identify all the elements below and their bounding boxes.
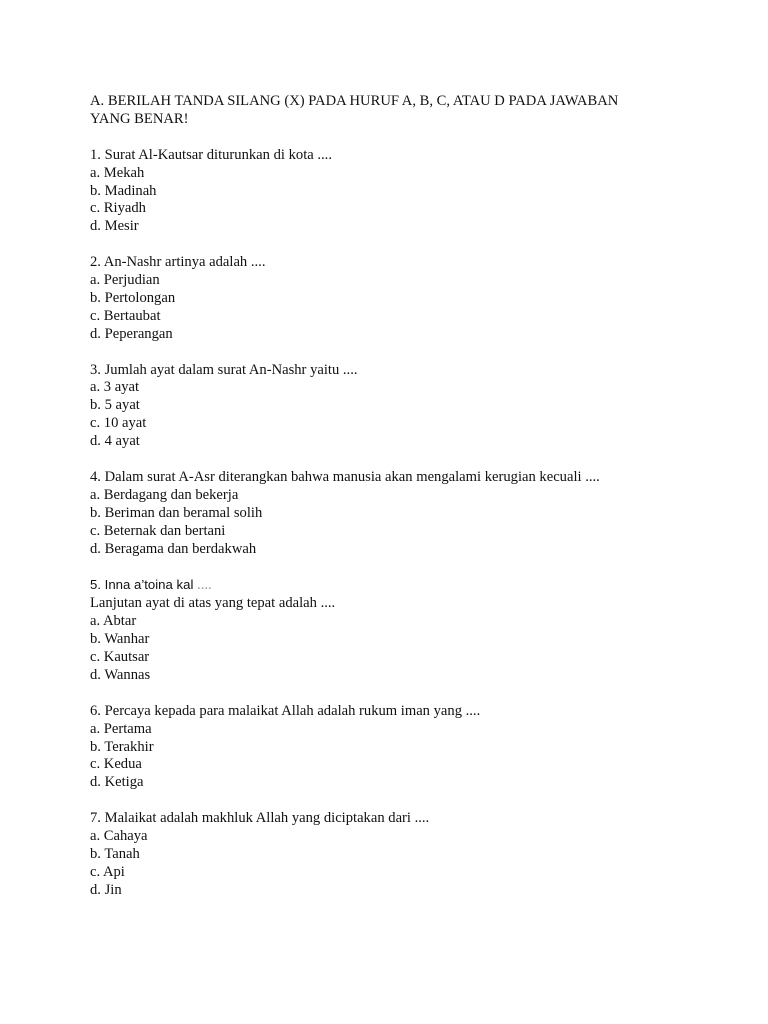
option-d: d. Beragama dan berdakwah bbox=[90, 540, 257, 557]
question-text: 7. Malaikat adalah makhluk Allah yang diciptakan dari .... bbox=[90, 810, 430, 827]
option-a: a. 3 ayat bbox=[90, 379, 140, 396]
option-a: a. Cahaya bbox=[90, 828, 148, 845]
option-d: d. 4 ayat bbox=[90, 433, 140, 450]
option-c: c. Riyadh bbox=[90, 200, 146, 217]
option-a: a. Pertama bbox=[90, 720, 152, 737]
option-d: d. Ketiga bbox=[90, 774, 144, 791]
question-2 bbox=[90, 254, 730, 344]
question-text: Lanjutan ayat di atas yang tepat adalah .... bbox=[90, 595, 336, 612]
option-d: d. Wannas bbox=[90, 666, 151, 683]
worksheet-page bbox=[90, 93, 730, 918]
option-c: c. Kautsar bbox=[90, 649, 150, 666]
option-d: d. Mesir bbox=[90, 218, 139, 235]
option-c: c. Bertaubat bbox=[90, 307, 161, 324]
question-verse-ellipsis: .... bbox=[193, 577, 212, 594]
option-b: b. Wanhar bbox=[90, 631, 150, 648]
question-verse-text: 5. Inna a’toina kal bbox=[90, 577, 194, 593]
option-c: c. Kedua bbox=[90, 756, 142, 773]
option-a: a. Berdagang dan bekerja bbox=[90, 486, 239, 503]
question-verse-line bbox=[90, 576, 730, 595]
question-7 bbox=[90, 810, 730, 900]
option-d: d. Jin bbox=[90, 881, 122, 898]
option-b: b. 5 ayat bbox=[90, 397, 140, 414]
question-3 bbox=[90, 362, 730, 452]
instruction-line-2: YANG BENAR! bbox=[90, 110, 189, 127]
option-c: c. 10 ayat bbox=[90, 415, 147, 432]
option-b: b. Tanah bbox=[90, 845, 140, 862]
question-text: 4. Dalam surat A-Asr diterangkan bahwa manusia akan mengalami kerugian kecuali .... bbox=[90, 468, 600, 485]
option-c: c. Api bbox=[90, 863, 125, 880]
option-b: b. Terakhir bbox=[90, 738, 154, 755]
question-text: 3. Jumlah ayat dalam surat An-Nashr yaitu .... bbox=[90, 361, 358, 378]
option-b: b. Pertolongan bbox=[90, 289, 176, 306]
instruction-line-1: A. BERILAH TANDA SILANG (X) PADA HURUF A, B, C, ATAU D PADA JAWABAN bbox=[90, 93, 619, 109]
option-a: a. Abtar bbox=[90, 613, 137, 630]
option-b: b. Beriman dan beramal solih bbox=[90, 504, 263, 521]
option-a: a. Perjudian bbox=[90, 272, 160, 289]
question-4 bbox=[90, 469, 730, 559]
question-text: 2. An-Nashr artinya adalah .... bbox=[90, 254, 266, 271]
option-b: b. Madinah bbox=[90, 182, 157, 199]
question-text: 6. Percaya kepada para malaikat Allah adalah rukum iman yang .... bbox=[90, 702, 481, 719]
option-a: a. Mekah bbox=[90, 164, 145, 181]
question-1 bbox=[90, 147, 730, 237]
option-d: d. Peperangan bbox=[90, 325, 173, 342]
instruction-heading bbox=[90, 93, 730, 129]
question-5 bbox=[90, 576, 730, 684]
question-6 bbox=[90, 703, 730, 793]
question-text: 1. Surat Al-Kautsar diturunkan di kota .... bbox=[90, 146, 332, 163]
option-c: c. Beternak dan bertani bbox=[90, 522, 226, 539]
